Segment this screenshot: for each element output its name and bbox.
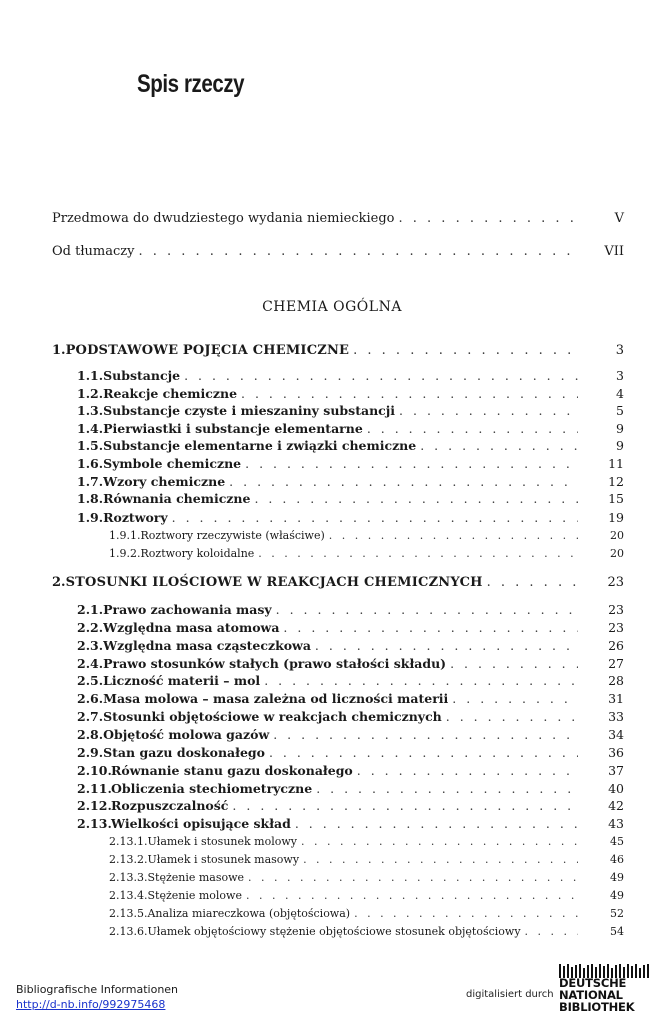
toc-entry-page: 40 xyxy=(608,781,624,796)
toc-entry-title: Symbole chemiczne xyxy=(103,456,242,471)
toc-entry-title: Równanie stanu gazu doskonałego xyxy=(111,763,353,778)
toc-entry-title: Roztwory xyxy=(103,510,168,525)
toc-leader-dots xyxy=(450,655,578,673)
toc-entry xyxy=(77,726,624,744)
toc-leader-dots xyxy=(329,527,578,545)
toc-entry-title: Wzory chemiczne xyxy=(103,474,226,489)
toc-entry-number: 2.11. xyxy=(77,781,112,796)
toc-leader-dots xyxy=(303,851,578,869)
toc-leader-dots xyxy=(184,367,578,385)
toc-entry xyxy=(77,655,624,673)
toc-entry-title: Pierwiastki i substancje elementarne xyxy=(103,421,363,436)
toc-entry-page: 9 xyxy=(616,421,624,436)
toc-entry xyxy=(77,509,624,527)
part-heading: CHEMIA OGÓLNA xyxy=(262,299,402,315)
toc-entry xyxy=(77,815,624,833)
toc-entry-title: Względna masa cząsteczkowa xyxy=(103,638,311,653)
toc-entry-page: 3 xyxy=(615,343,624,358)
toc-entry-page: 26 xyxy=(608,638,624,653)
toc-entry xyxy=(109,833,624,851)
toc-entry-page: 46 xyxy=(610,853,624,866)
toc-entry xyxy=(109,527,624,545)
toc-entry-title: Stężenie masowe xyxy=(147,871,245,884)
toc-entry xyxy=(52,574,624,592)
toc-leader-dots xyxy=(245,455,578,473)
toc-entry-number: 1.8. xyxy=(77,491,104,506)
toc-entry-title: Prawo zachowania masy xyxy=(103,602,272,617)
toc-leader-dots xyxy=(367,420,578,438)
toc-leader-dots xyxy=(295,815,578,833)
toc-entry-page: 37 xyxy=(608,763,624,778)
toc-entry xyxy=(77,367,624,385)
toc-entry-page: 19 xyxy=(608,510,624,525)
toc-entry-page: 28 xyxy=(608,673,624,688)
toc-entry-number: 2. xyxy=(52,575,66,590)
toc-entry-page: 33 xyxy=(608,709,624,724)
toc-leader-dots xyxy=(354,905,578,923)
toc-entry xyxy=(77,473,624,491)
toc-entry-title: STOSUNKI ILOŚCIOWE W REAKCJACH CHEMICZNYCH xyxy=(65,575,483,590)
toc-leader-dots xyxy=(399,210,578,228)
toc-entry-page: 20 xyxy=(610,547,624,560)
toc-entry-page: 11 xyxy=(608,456,624,471)
toc-leader-dots xyxy=(229,473,578,491)
toc-entry-title: Równania chemiczne xyxy=(103,491,251,506)
toc-entry-page: 45 xyxy=(610,835,624,848)
toc-entry-number: 2.7. xyxy=(77,709,104,724)
toc-leader-dots xyxy=(232,797,578,815)
toc-leader-dots xyxy=(353,342,578,360)
toc-entry-title: Roztwory koloidalne xyxy=(140,547,255,560)
toc-entry-number: 1.9.1. xyxy=(109,529,141,542)
toc-entry xyxy=(109,851,624,869)
toc-entry-page: 12 xyxy=(608,474,624,489)
toc-entry xyxy=(109,869,624,887)
toc-entry-number: 2.5. xyxy=(77,673,104,688)
toc-leader-dots xyxy=(420,437,578,455)
toc-leader-dots xyxy=(276,601,578,619)
toc-leader-dots xyxy=(446,708,578,726)
toc-entry xyxy=(109,887,624,905)
dnb-logo-text xyxy=(559,977,634,1013)
toc-entry-page: 20 xyxy=(610,529,624,542)
toc-leader-dots xyxy=(273,726,578,744)
toc-entry-page: 4 xyxy=(616,386,624,401)
toc-entry xyxy=(77,455,624,473)
toc-entry-title: Roztwory rzeczywiste (właściwe) xyxy=(140,529,325,542)
toc-entry-number: 1.5. xyxy=(77,438,104,453)
toc-entry-title: Przedmowa do dwudziestego wydania niemieckiego xyxy=(52,211,395,226)
toc-entry-number: 2.10. xyxy=(77,763,112,778)
toc-leader-dots xyxy=(264,672,578,690)
toc-leader-dots xyxy=(248,869,578,887)
toc-entry xyxy=(109,545,624,563)
toc-leader-dots xyxy=(283,619,578,637)
toc-leader-dots xyxy=(315,637,578,655)
toc-leader-dots xyxy=(399,402,578,420)
toc-entry-number: 2.13.4. xyxy=(109,889,148,902)
toc-entry-page: 49 xyxy=(610,871,624,884)
toc-entry xyxy=(109,905,624,923)
toc-entry-title: Stosunki objętościowe w reakcjach chemicznych xyxy=(103,709,442,724)
toc-leader-dots xyxy=(241,385,578,403)
toc-entry xyxy=(77,601,624,619)
dnb-logo xyxy=(557,964,657,1016)
toc-entry xyxy=(109,923,624,941)
toc-entry xyxy=(77,437,624,455)
toc-entry-number: 1. xyxy=(52,343,66,358)
toc-entry-page: V xyxy=(614,211,624,226)
toc-leader-dots xyxy=(172,509,578,527)
toc-leader-dots xyxy=(269,744,578,762)
toc-entry-title: Ułamek objętościowy stężenie objętościowe stosunek objętościowy xyxy=(147,925,521,938)
bibliographic-info-link[interactable]: http://d-nb.info/992975468 xyxy=(16,998,166,1011)
toc-entry xyxy=(52,210,624,228)
toc-entry-page: 54 xyxy=(610,925,624,938)
toc-entry-number: 1.2. xyxy=(77,386,104,401)
toc-entry-number: 2.1. xyxy=(77,602,104,617)
toc-entry-page: 9 xyxy=(616,438,624,453)
dnb-logo-line: DEUTSCHE xyxy=(559,976,627,990)
toc-entry-page: 52 xyxy=(610,907,624,920)
toc-entry xyxy=(77,708,624,726)
toc-entry xyxy=(77,619,624,637)
toc-entry-number: 2.2. xyxy=(77,620,104,635)
toc-entry-title: Analiza miareczkowa (objętościowa) xyxy=(147,907,351,920)
toc-entry xyxy=(77,762,624,780)
bibliographic-info xyxy=(16,982,178,1012)
toc-entry-title: Substancje xyxy=(103,368,181,383)
toc-entry-page: 34 xyxy=(608,727,624,742)
toc-entry-title: Substancje elementarne i związki chemiczne xyxy=(103,438,417,453)
toc-entry-page: 43 xyxy=(608,816,624,831)
toc-entry-title: PODSTAWOWE POJĘCIA CHEMICZNE xyxy=(65,343,350,358)
toc-entry-page: 3 xyxy=(616,368,624,383)
toc-leader-dots xyxy=(254,490,578,508)
toc-entry xyxy=(77,637,624,655)
toc-entry-page: VII xyxy=(604,244,624,259)
toc-entry xyxy=(77,780,624,798)
toc-leader-dots xyxy=(138,243,578,261)
toc-entry-number: 1.9.2. xyxy=(109,547,141,560)
toc-leader-dots xyxy=(452,690,578,708)
toc-entry-number: 2.12. xyxy=(77,798,112,813)
toc-entry-number: 2.4. xyxy=(77,656,104,671)
toc-entry-title: Masa molowa – masa zależna od liczności materii xyxy=(103,691,449,706)
toc-entry xyxy=(77,385,624,403)
toc-entry-page: 23 xyxy=(608,602,624,617)
toc-entry xyxy=(52,243,624,261)
dnb-logo-line: NATIONAL xyxy=(559,988,623,1002)
toc-entry-number: 1.9. xyxy=(77,510,104,525)
toc-leader-dots xyxy=(246,887,578,905)
toc-entry-number: 2.13.2. xyxy=(109,853,148,866)
toc-entry-page: 36 xyxy=(608,745,624,760)
toc-entry-number: 1.6. xyxy=(77,456,104,471)
toc-leader-dots xyxy=(525,923,578,941)
toc-entry xyxy=(77,672,624,690)
page-title: Spis rzeczy xyxy=(137,70,245,98)
toc-entry-number: 2.6. xyxy=(77,691,104,706)
toc-leader-dots xyxy=(357,762,578,780)
toc-entry-number: 1.4. xyxy=(77,421,104,436)
toc-entry-title: Wielkości opisujące skład xyxy=(111,816,291,831)
toc-entry-title: Rozpuszczalność xyxy=(111,798,229,813)
toc-entry-page: 5 xyxy=(616,403,624,418)
toc-leader-dots xyxy=(301,833,578,851)
toc-entry-title: Stężenie molowe xyxy=(147,889,242,902)
toc-entry-page: 49 xyxy=(610,889,624,902)
toc-entry-page: 15 xyxy=(608,491,624,506)
toc-entry-title: Ułamek i stosunek molowy xyxy=(147,835,297,848)
toc-entry-number: 2.13.1. xyxy=(109,835,148,848)
toc-entry-number: 2.13.5. xyxy=(109,907,148,920)
toc-entry-title: Prawo stosunków stałych (prawo stałości składu) xyxy=(103,656,447,671)
toc-entry-page: 23 xyxy=(607,575,624,590)
toc-entry xyxy=(77,402,624,420)
toc-entry-title: Liczność materii – mol xyxy=(103,673,261,688)
toc-entry-number: 1.7. xyxy=(77,474,104,489)
toc-leader-dots xyxy=(487,574,578,592)
toc-entry-number: 2.8. xyxy=(77,727,104,742)
toc-entry xyxy=(77,490,624,508)
toc-entry-number: 2.3. xyxy=(77,638,104,653)
toc-entry-page: 23 xyxy=(608,620,624,635)
toc-entry-title: Ułamek i stosunek masowy xyxy=(147,853,300,866)
toc-entry xyxy=(52,342,624,360)
toc-entry-number: 2.13. xyxy=(77,816,112,831)
toc-entry-title: Reakcje chemiczne xyxy=(103,386,238,401)
toc-entry-title: Objętość molowa gazów xyxy=(103,727,270,742)
toc-entry-title: Stan gazu doskonałego xyxy=(103,745,265,760)
toc-entry-number: 2.13.3. xyxy=(109,871,148,884)
digitized-by-label: digitalisiert durch xyxy=(466,989,554,1000)
toc-entry xyxy=(77,797,624,815)
toc-entry xyxy=(77,744,624,762)
toc-entry xyxy=(77,690,624,708)
toc-entry-title: Substancje czyste i mieszaniny substancji xyxy=(103,403,396,418)
toc-entry-number: 2.13.6. xyxy=(109,925,148,938)
toc-entry-page: 42 xyxy=(608,798,624,813)
toc-entry-title: Obliczenia stechiometryczne xyxy=(111,781,313,796)
toc-entry-title: Od tłumaczy xyxy=(52,244,135,259)
toc-entry xyxy=(77,420,624,438)
bibliographic-info-label: Bibliografische Informationen xyxy=(16,983,179,996)
toc-entry-title: Względna masa atomowa xyxy=(103,620,280,635)
toc-entry-number: 1.3. xyxy=(77,403,104,418)
toc-entry-number: 2.9. xyxy=(77,745,104,760)
toc-leader-dots xyxy=(316,780,578,798)
dnb-logo-line: BIBLIOTHEK xyxy=(559,1000,635,1014)
toc-entry-number: 1.1. xyxy=(77,368,104,383)
toc-entry-page: 31 xyxy=(608,691,624,706)
toc-entry-page: 27 xyxy=(608,656,624,671)
toc-leader-dots xyxy=(258,545,578,563)
